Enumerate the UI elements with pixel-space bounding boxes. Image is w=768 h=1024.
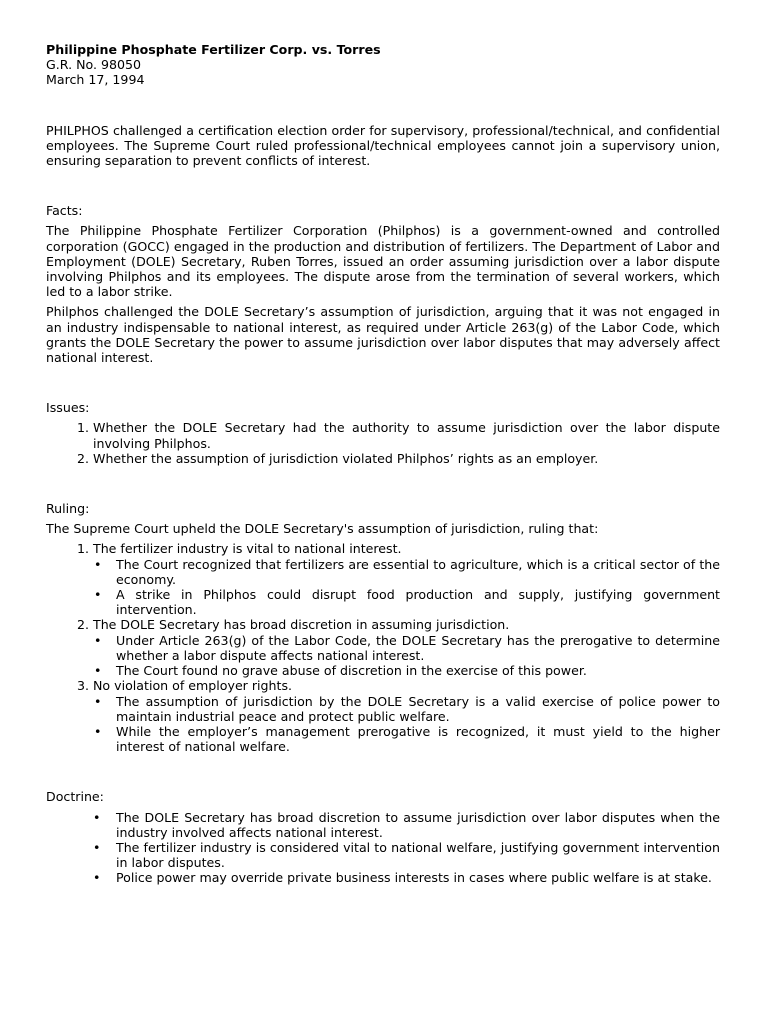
issues-list: [46, 420, 720, 466]
case-gr-number: G.R. No. 98050: [46, 57, 142, 73]
ruling-subpoints-list: [93, 557, 720, 618]
issues-section: [46, 400, 720, 466]
case-date: March 17, 1994: [46, 72, 145, 88]
facts-paragraph: The Philippine Phosphate Fertilizer Corporation (Philphos) is a government-owned and controlled corporation (GOCC) engaged in the production and distribution of fertilizers. The Department of Labor and Employment (DOLE) Secretary, Ruben Torres, issued an order assuming jurisdiction over a labor dispute involving Philphos and its employees. The dispute arose from the termination of several workers, which led to a labor strike.: [46, 223, 720, 300]
doctrine-label: Doctrine:: [46, 789, 104, 805]
case-summary: PHILPHOS challenged a certification election order for supervisory, professional/technical, and confidential employees. The Supreme Court ruled professional/technical employees cannot join a supervisory union, ensuring separation to prevent conflicts of interest.: [46, 122, 720, 169]
doctrine-list: [46, 810, 720, 886]
ruling-subpoint: • Under Article 263(g) of the Labor Code, the DOLE Secretary has the prerogative to determine whether a labor dispute affects national interest.: [116, 633, 720, 663]
doctrine-item: • The DOLE Secretary has broad discretion to assume jurisdiction over labor disputes when the industry involved affects national interest.: [116, 810, 720, 840]
ruling-point: [93, 678, 720, 754]
ruling-point: [93, 617, 720, 678]
ruling-point-text: No violation of employer rights.: [93, 678, 293, 694]
ruling-intro: The Supreme Court upheld the DOLE Secretary's assumption of jurisdiction, ruling that:: [46, 521, 599, 537]
facts-paragraph: Philphos challenged the DOLE Secretary’s assumption of jurisdiction, arguing that it was not engaged in an industry indispensable to national interest, as required under Article 263(g) of the Labor Code, which grants the DOLE Secretary the power to assume jurisdiction over labor disputes that may adversely affect national interest.: [46, 304, 720, 366]
ruling-section: [46, 501, 720, 754]
facts-label: Facts:: [46, 203, 83, 219]
issues-label: Issues:: [46, 400, 90, 416]
issue-item: 1. Whether the DOLE Secretary had the authority to assume jurisdiction over the labor dispute involving Philphos.: [93, 420, 720, 450]
ruling-subpoints-list: [93, 633, 720, 679]
issue-item: 2. Whether the assumption of jurisdiction violated Philphos’ rights as an employer.: [93, 451, 720, 466]
ruling-subpoint: • The Court found no grave abuse of discretion in the exercise of this power.: [116, 663, 720, 678]
facts-section: [46, 203, 720, 365]
ruling-subpoints-list: [93, 694, 720, 755]
ruling-subpoint: • The assumption of jurisdiction by the DOLE Secretary is a valid exercise of police power to maintain industrial peace and protect public welfare.: [116, 694, 720, 724]
case-title: Philippine Phosphate Fertilizer Corp. vs. Torres: [46, 42, 381, 57]
ruling-label: Ruling:: [46, 501, 90, 517]
ruling-subpoint: • The Court recognized that fertilizers are essential to agriculture, which is a critical sector of the economy.: [116, 557, 720, 587]
doctrine-item: • The fertilizer industry is considered vital to national welfare, justifying government intervention in labor disputes.: [116, 840, 720, 870]
ruling-subpoint: • While the employer’s management prerogative is recognized, it must yield to the higher interest of national welfare.: [116, 724, 720, 754]
ruling-point-text: The DOLE Secretary has broad discretion in assuming jurisdiction.: [93, 617, 510, 633]
case-header: [46, 42, 720, 88]
ruling-points-list: [46, 541, 720, 754]
ruling-point-text: The fertilizer industry is vital to national interest.: [93, 541, 402, 557]
doctrine-section: [46, 789, 720, 885]
ruling-subpoint: • A strike in Philphos could disrupt food production and supply, justifying government intervention.: [116, 587, 720, 617]
doctrine-item: • Police power may override private business interests in cases where public welfare is at stake.: [116, 870, 720, 885]
ruling-point: [93, 541, 720, 617]
